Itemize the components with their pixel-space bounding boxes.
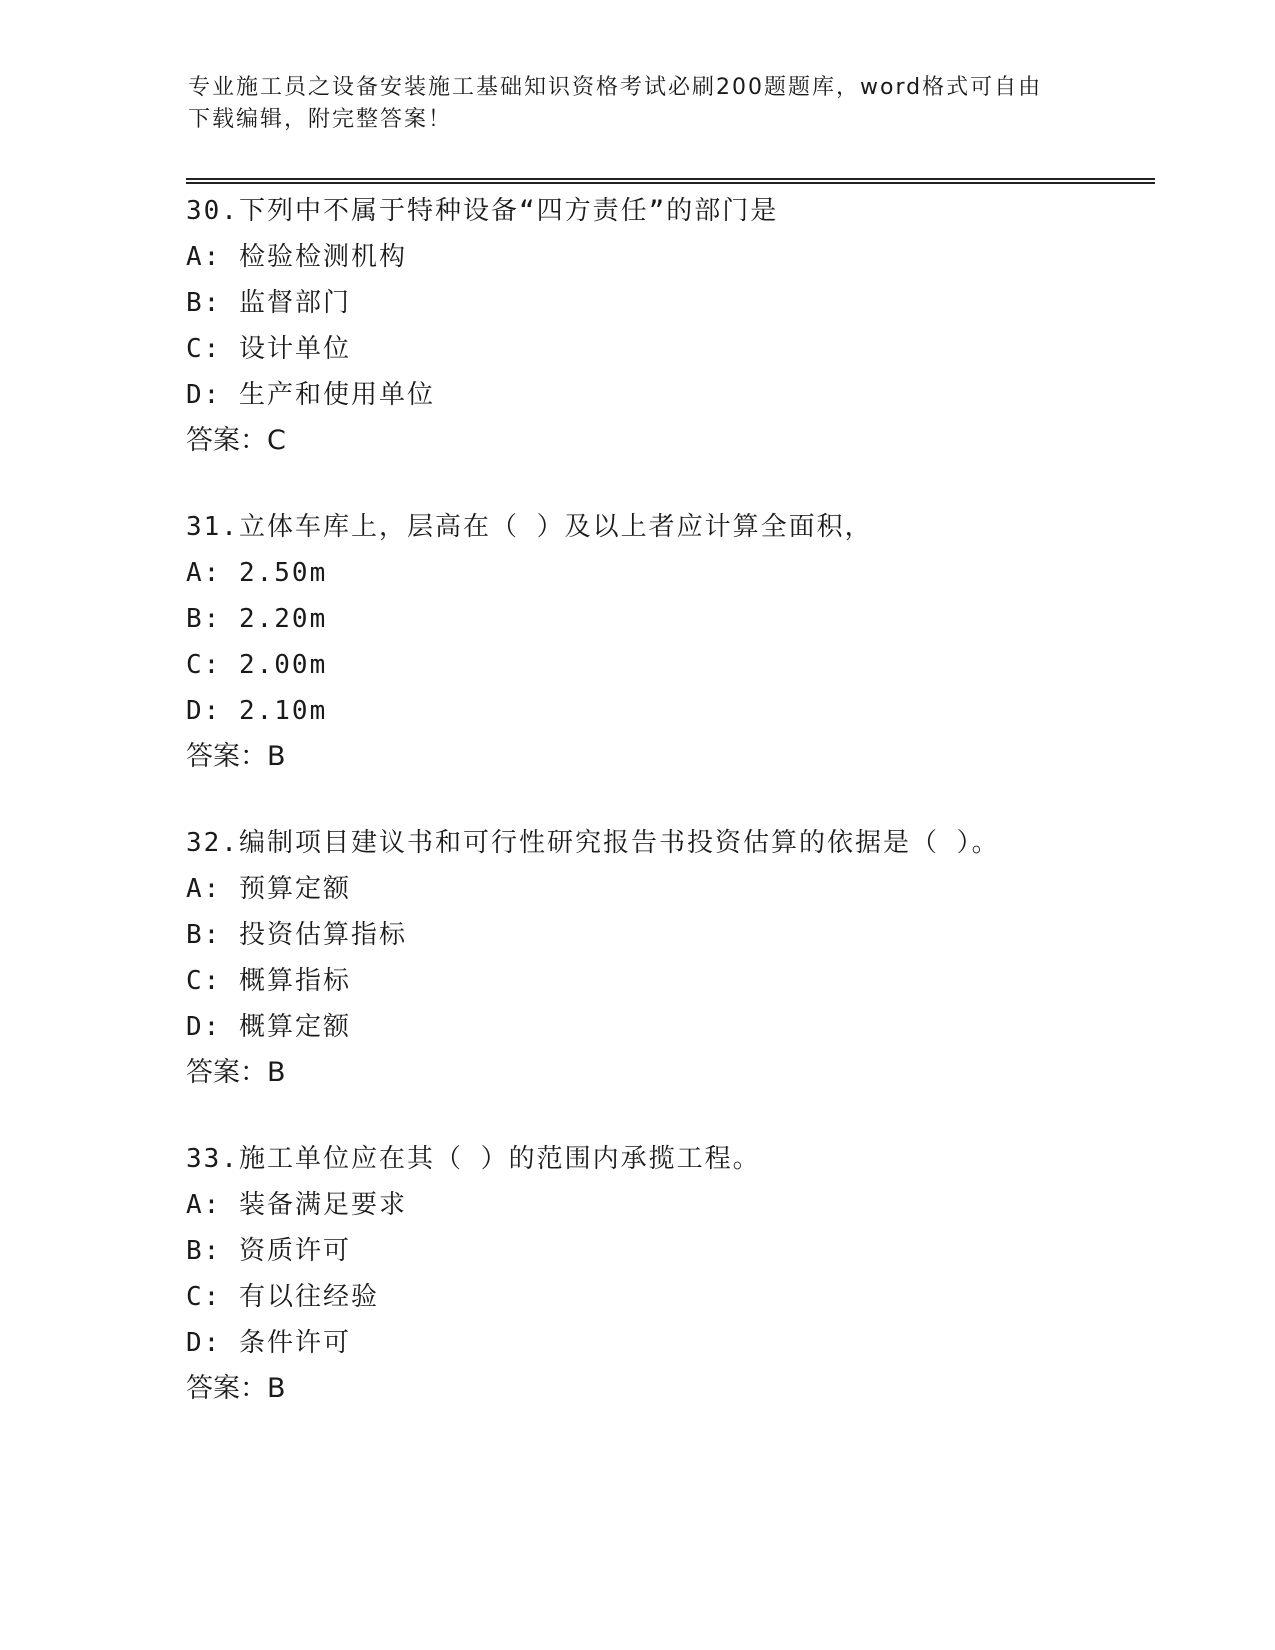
- answer: 答案：B: [186, 1057, 286, 1088]
- option-b: B: 2.20m: [186, 604, 328, 634]
- header-line-1: 专业施工员之设备安装施工基础知识资格考试必刷200题题库，word格式可自由: [188, 75, 1043, 100]
- option-a: A: 装备满足要求: [186, 1190, 407, 1220]
- option-b: B: 投资估算指标: [186, 920, 407, 950]
- question-32: [186, 820, 1186, 1096]
- question-list: [186, 188, 1186, 1452]
- question-stem: 31.立体车库上，层高在（ ）及以上者应计算全面积，: [186, 512, 873, 542]
- option-d: D: 2.10m: [186, 696, 328, 726]
- answer: 答案：C: [186, 425, 286, 456]
- option-d: D: 概算定额: [186, 1012, 351, 1042]
- option-d: D: 生产和使用单位: [186, 380, 435, 410]
- question-stem: 33.施工单位应在其（ ）的范围内承揽工程。: [186, 1144, 761, 1174]
- question-31: [186, 504, 1186, 780]
- question-33: [186, 1136, 1186, 1412]
- header-line-2: 下载编辑，附完整答案！: [188, 107, 453, 132]
- option-c: C: 2.00m: [186, 650, 328, 680]
- question-stem: 32.编制项目建议书和可行性研究报告书投资估算的依据是（ ）。: [186, 828, 1000, 858]
- option-c: C: 概算指标: [186, 966, 351, 996]
- header-divider: [186, 178, 1155, 184]
- option-c: C: 有以往经验: [186, 1282, 379, 1312]
- option-a: A: 预算定额: [186, 874, 351, 904]
- question-30: [186, 188, 1186, 464]
- document-header: [188, 72, 1088, 136]
- answer: 答案：B: [186, 741, 286, 772]
- option-c: C: 设计单位: [186, 334, 351, 364]
- option-a: A: 检验检测机构: [186, 242, 407, 272]
- question-stem: 30.下列中不属于特种设备“四方责任”的部门是: [186, 196, 779, 226]
- option-a: A: 2.50m: [186, 558, 328, 588]
- option-d: D: 条件许可: [186, 1328, 351, 1358]
- option-b: B: 资质许可: [186, 1236, 351, 1266]
- answer: 答案：B: [186, 1373, 286, 1404]
- option-b: B: 监督部门: [186, 288, 351, 318]
